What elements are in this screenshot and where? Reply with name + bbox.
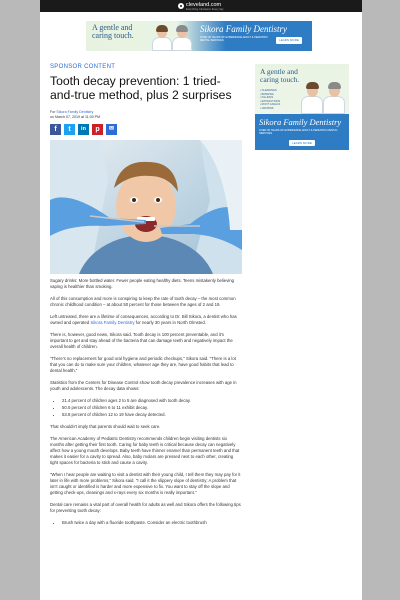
list-item: • 53.8 percent of children 12 to 19 have decay detected. xyxy=(62,411,242,418)
facebook-share-icon[interactable]: f xyxy=(50,124,61,135)
logo-icon xyxy=(178,3,184,9)
ad-service-item: • ROOT CANALS xyxy=(260,103,281,107)
ad-brand: Sikora Family Dentistry xyxy=(200,24,287,34)
stats-list xyxy=(50,397,242,418)
paragraph: Statistics from the Centers for Disease Control show tooth decay prevalence increases with age in youth and adolescents. The decay data shows: xyxy=(50,380,237,391)
article xyxy=(50,64,242,526)
list-item: • 21.4 percent of children ages 2 to 5 are diagnosed with tooth decay. xyxy=(62,397,242,404)
author-link[interactable]: Sikora Family Dentistry xyxy=(56,110,94,114)
byline xyxy=(50,110,242,120)
paragraph: That shouldn't imply that parents should wait to seek care. xyxy=(50,424,161,429)
paragraph: "When I hear people are waiting to visit a dentist with their young child, I tell them they may pay for it later in life with more problems," Sikora said. "I call it the slippery slope of dentistry: A problem that isn't caught or identified is harder and more expensive to fix. You want to stay off the slope and getting check-ups, cleanings and x-rays every six months is really important." xyxy=(50,472,241,495)
banner-ad[interactable] xyxy=(86,21,312,51)
ad-headline: A gentle and caring touch. xyxy=(260,67,300,84)
ad-services-list xyxy=(260,89,280,111)
tips-list xyxy=(50,519,242,526)
hero-image xyxy=(50,140,242,274)
linkedin-share-icon[interactable]: in xyxy=(78,124,89,135)
email-share-icon[interactable]: ✉ xyxy=(106,124,117,135)
twitter-share-icon[interactable]: t xyxy=(64,124,75,135)
list-item: • Brush twice a day with a fluoride toothpaste. Consider an electric toothbrush xyxy=(62,519,242,526)
ad-photo-dentists xyxy=(299,80,347,114)
page xyxy=(40,0,362,600)
ad-brand: Sikora Family Dentistry xyxy=(259,117,342,127)
site-name: cleveland.com xyxy=(185,1,222,8)
dentist-figure xyxy=(323,82,345,114)
ad-service-item: • EXTRACTIONS xyxy=(260,99,281,103)
dentist-figure xyxy=(152,25,172,51)
share-bar xyxy=(50,124,242,135)
site-logo[interactable] xyxy=(178,2,224,11)
dentistry-link[interactable]: Sikora Family Dentistry xyxy=(90,320,135,325)
paragraph: There is, however, good news, Sikora said. Tooth decay is 100 percent preventable, and it's important to get and stay ahead of the bacteria that can damage teeth and negatively impact the overall health of children. xyxy=(50,332,233,349)
paragraph: Left untreated, there are a lifetime of consequences, according to Dr. Bill Sikora, a dentist who has owned and operated Sikora Family Dentistry for nearly 30 years in North Olmsted. xyxy=(50,314,237,325)
ad-service-item: • CLEANINGS xyxy=(260,89,277,92)
article-title: Tooth decay prevention: 1 tried-and-true method, plus 2 surprises xyxy=(50,74,232,102)
ad-subtext: OVER 30 YEARS OF EXPERIENCE ADULT & PEDIATRIC DENTAL SERVICES xyxy=(259,129,338,136)
dentist-figure xyxy=(172,25,192,51)
site-tagline: Everything Cleveland. Every day. xyxy=(185,7,224,11)
dentist-figure xyxy=(301,82,323,114)
ad-service-item: • FILLINGS xyxy=(260,96,274,100)
ad-headline: A gentle and caring touch. xyxy=(92,23,134,40)
byline-prefix: For xyxy=(50,110,56,114)
paragraph: The American Academy of Pediatric Dentistry recommends children begin visiting dentists six months after getting their first tooth. Caring for baby teeth is critical because decay can negatively affect how a young mouth develops. Baby teeth have thinner enamel than permanent teeth and that makes it easier for a cavity to spread. Also, baby molars are pressed next to each other, creating tight spaces for bacteria to stick and cause a cavity. xyxy=(50,436,240,465)
ad-photo-dentists xyxy=(150,23,194,51)
publish-date: on March 07, 2019 at 11:00 PM xyxy=(50,115,101,119)
paragraph: All of this consumption and more is conspiring to keep the rate of tooth decay – the most common chronic childhood condition – at about 50 percent for those between the ages of 2 and 19. xyxy=(50,296,236,307)
article-body xyxy=(50,296,242,526)
paragraph: "There's no replacement for good oral hygiene and periodic checkups," Sikora said. "There is a lot that you can do to make sure your children, whatever age they are, have good habits that lead to dental health." xyxy=(50,356,236,373)
ad-learn-more-button[interactable]: LEARN MORE xyxy=(289,140,315,146)
pinterest-share-icon[interactable]: p xyxy=(92,124,103,135)
child-at-dentist-photo xyxy=(50,140,242,274)
ad-service-item: • CROWNS xyxy=(260,106,274,110)
ad-learn-more-button[interactable]: LEARN MORE xyxy=(276,37,302,44)
image-caption: Sugary drinks: More bottled water. Fewer people eating healthy diets. Teens mistakenly believing vaping is healthier than smoking. xyxy=(50,278,235,289)
section-label[interactable]: SPONSOR CONTENT xyxy=(50,64,116,70)
paragraph: Dental care remains a vital part of overall health for adults as well and Sikora offers the following tips for preventing tooth decay: xyxy=(50,502,241,513)
ad-service-item: • BONDING xyxy=(260,92,274,96)
ad-subtext: OVER 30 YEARS OF EXPERIENCE ADULT & PEDIATRIC DENTAL SERVICES xyxy=(200,36,268,43)
sidebar-ad[interactable] xyxy=(255,64,349,150)
list-item: • 50.5 percent of children 6 to 11 exhibit decay. xyxy=(62,404,242,411)
site-header xyxy=(40,0,362,12)
